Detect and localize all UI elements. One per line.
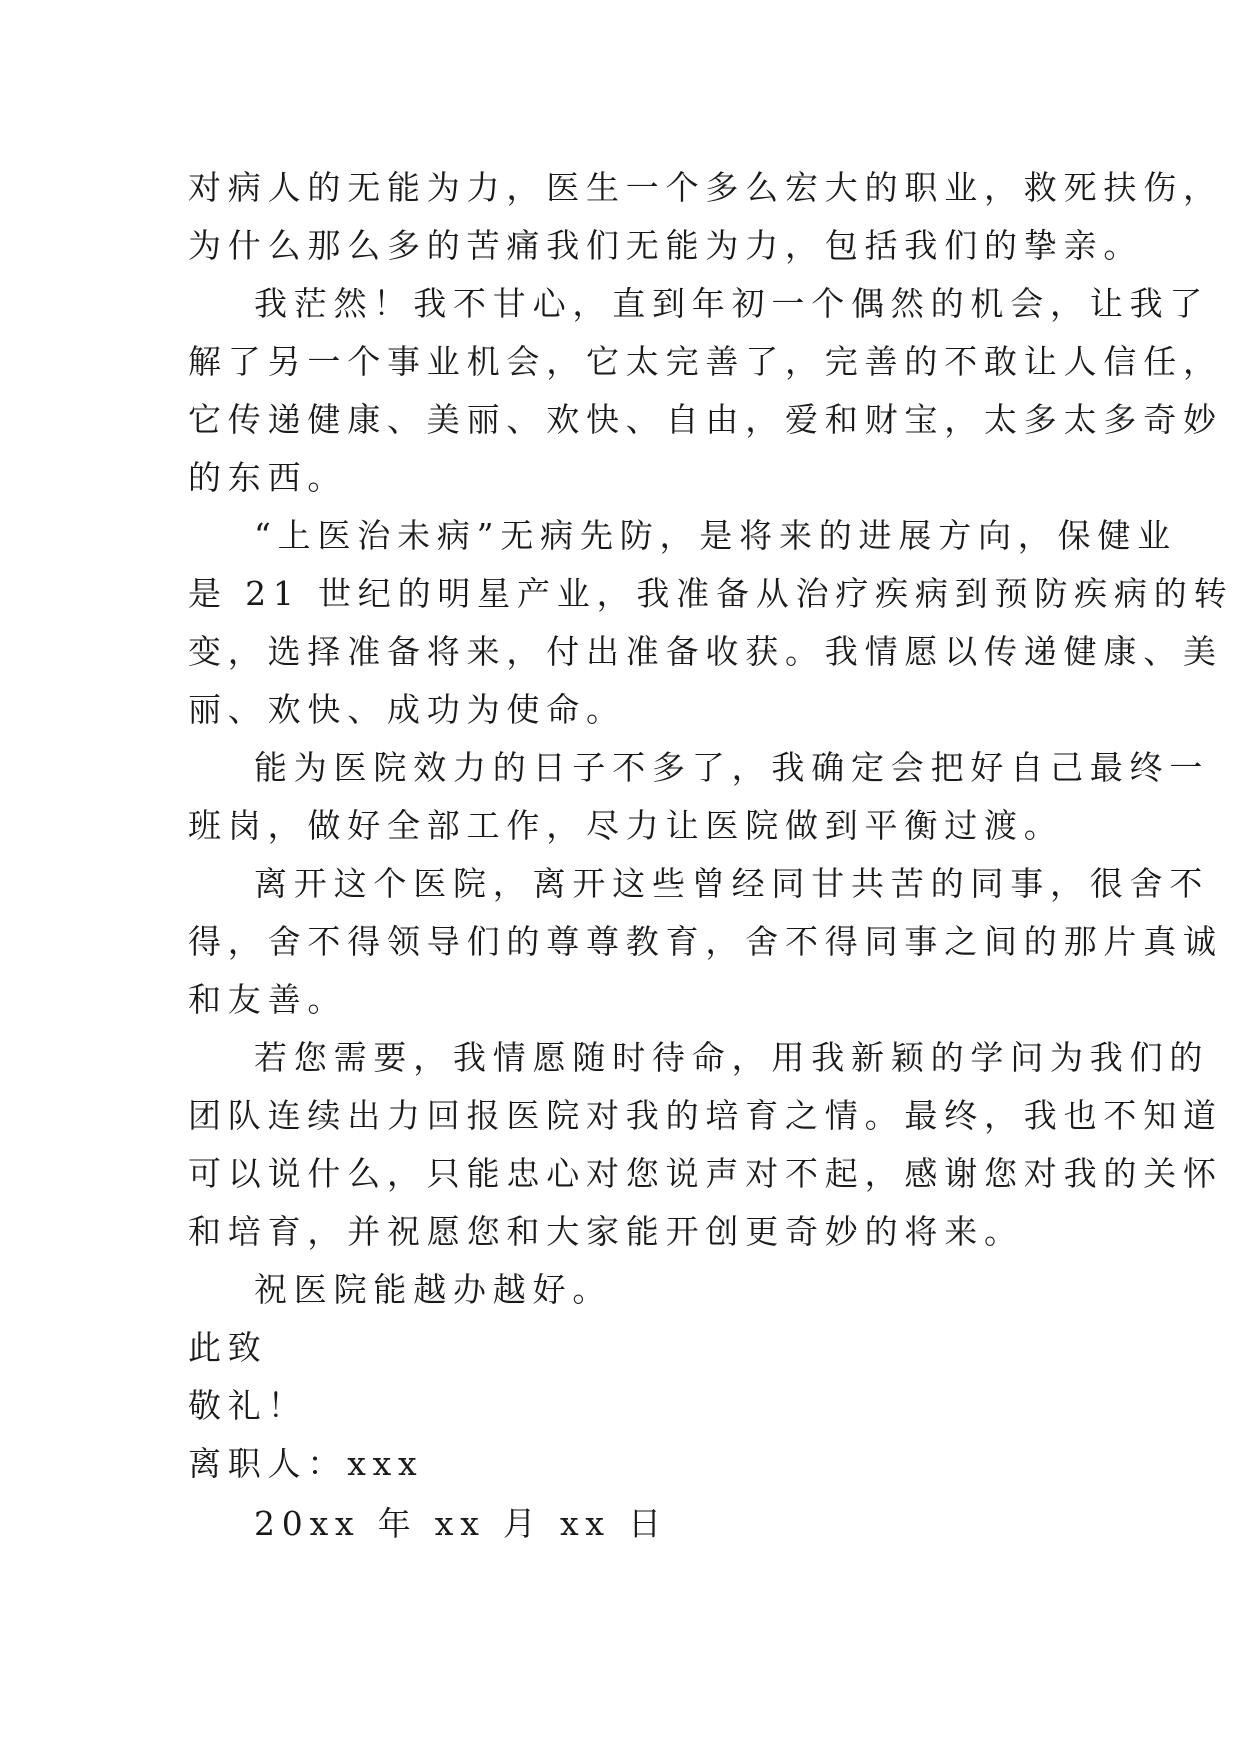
body-line-10: 丽、欢快、成功为使命。 bbox=[188, 690, 626, 729]
body-line-14: 得，舍不得领导们的尊尊教育，舍不得同事之间的那片真诚 bbox=[188, 922, 1223, 961]
body-line-11: 能为医院效力的日子不多了，我确定会把好自己最终一 bbox=[254, 748, 1210, 787]
body-line-15: 和友善。 bbox=[188, 980, 348, 1019]
signer-line: 离职人：xxx bbox=[188, 1444, 424, 1483]
salutation-line-1: 此致 bbox=[188, 1328, 268, 1367]
body-line-8: 是 21 世纪的明星产业，我准备从治疗疾病到预防疾病的转 bbox=[188, 574, 1234, 613]
body-line-1: 对病人的无能为力，医生一个多么宏大的职业，救死扶伤， bbox=[188, 168, 1223, 207]
body-line-13: 离开这个医院，离开这些曾经同甘共苦的同事，很舍不 bbox=[254, 864, 1210, 903]
body-line-17: 团队连续出力回报医院对我的培育之情。最终，我也不知道 bbox=[188, 1096, 1223, 1135]
date-line: 20xx 年 xx 月 xx 日 bbox=[254, 1504, 668, 1543]
body-line-20: 祝医院能越办越好。 bbox=[254, 1270, 613, 1309]
body-line-7: “上医治未病”无病先防，是将来的进展方向，保健业 bbox=[254, 516, 1177, 555]
body-line-4: 解了另一个事业机会，它太完善了，完善的不敢让人信任， bbox=[188, 342, 1223, 381]
body-line-16: 若您需要，我情愿随时待命，用我新颖的学问为我们的 bbox=[254, 1038, 1210, 1077]
body-line-9: 变，选择准备将来，付出准备收获。我情愿以传递健康、美 bbox=[188, 632, 1223, 671]
salutation-line-2: 敬礼！ bbox=[188, 1386, 308, 1425]
body-line-12: 班岗，做好全部工作，尽力让医院做到平衡过渡。 bbox=[188, 806, 1064, 845]
body-line-5: 它传递健康、美丽、欢快、自由，爱和财宝，太多太多奇妙 bbox=[188, 400, 1223, 439]
body-line-2: 为什么那么多的苦痛我们无能为力，包括我们的挚亲。 bbox=[188, 226, 1144, 265]
body-line-6: 的东西。 bbox=[188, 458, 348, 497]
body-line-3: 我茫然！我不甘心，直到年初一个偶然的机会，让我了 bbox=[254, 284, 1210, 323]
body-line-19: 和培育，并祝愿您和大家能开创更奇妙的将来。 bbox=[188, 1212, 1024, 1251]
body-line-18: 可以说什么，只能忠心对您说声对不起，感谢您对我的关怀 bbox=[188, 1154, 1223, 1193]
